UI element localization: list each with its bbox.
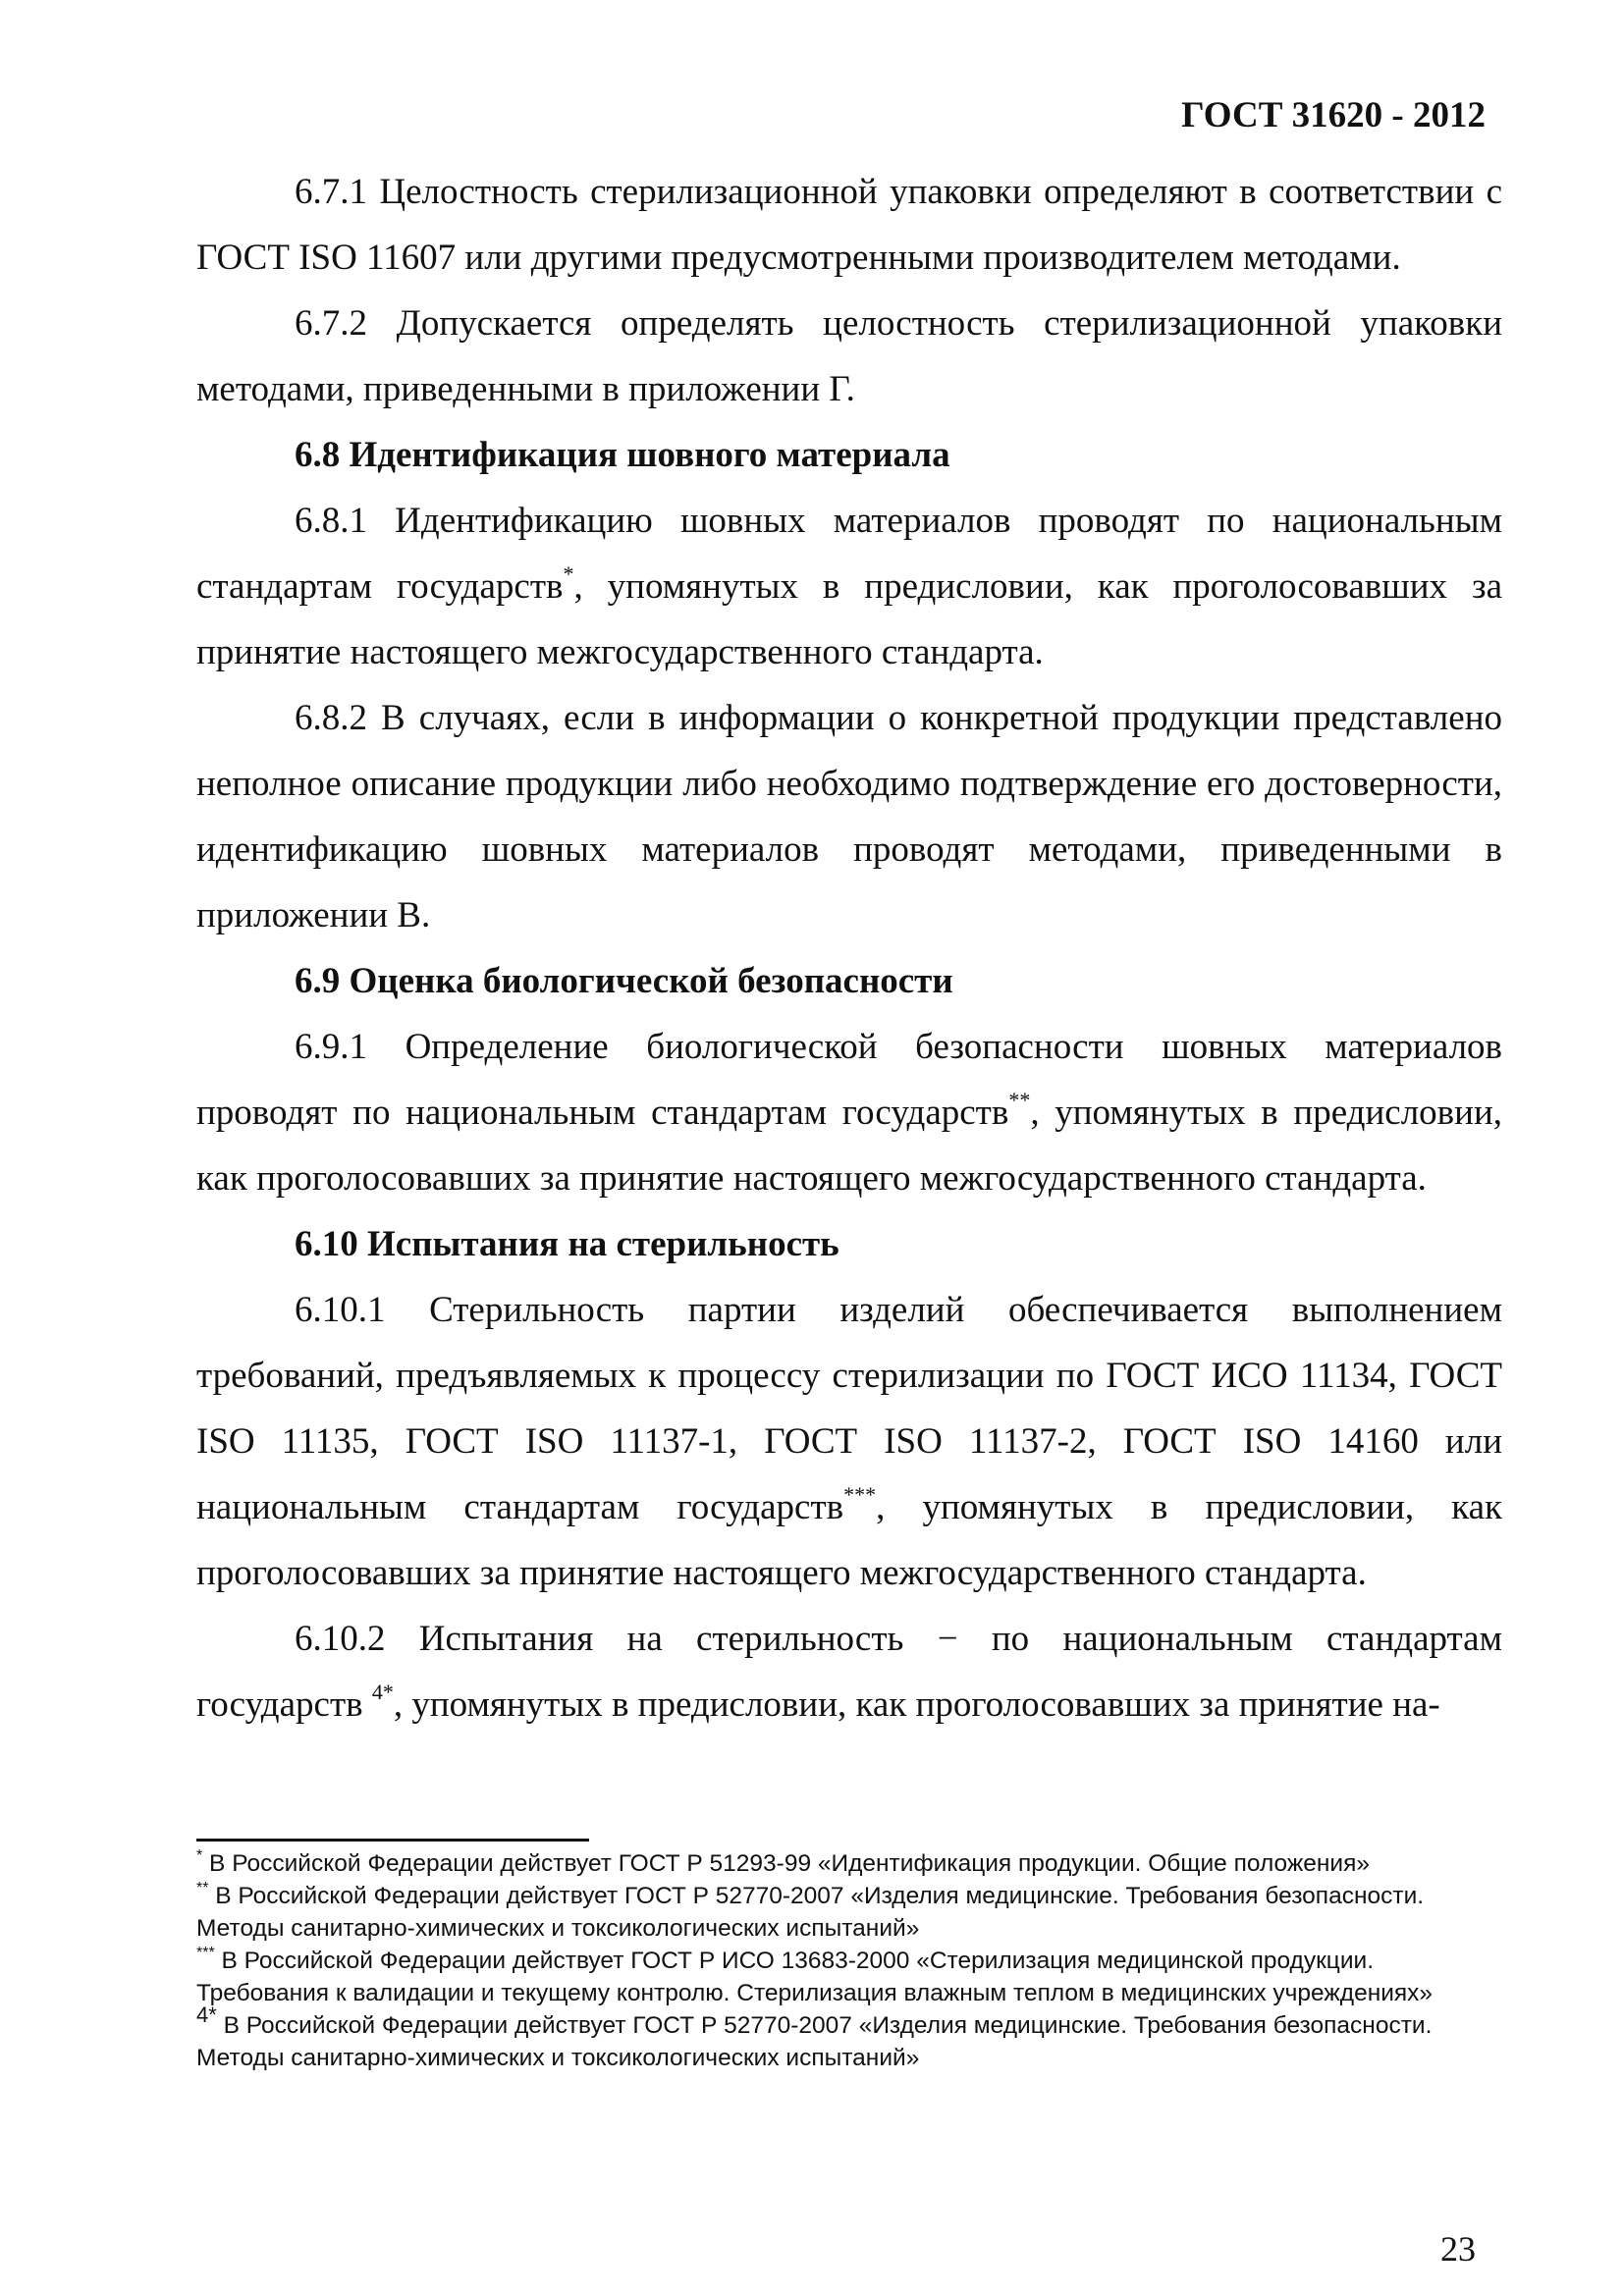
footnote-text: В Российской Федерации действует ГОСТ Р 52770-2007 «Изделия медицинские. Требования безопасности. Методы санитарно-химических и токсикологических испытаний»: [196, 1883, 1425, 1942]
body-text: [196, 159, 1502, 1737]
footnote-text: В Российской Федерации действует ГОСТ Р 51293-99 «Идентификация продукции. Общие положения»: [202, 1850, 1371, 1877]
paragraph-text: , упомянутых в предисловии, как проголосовавших за принятие настоящего межгосударственного стандарта.: [196, 1487, 1503, 1593]
paragraph-6-10-2: [196, 1606, 1502, 1737]
footnote-mark: **: [196, 1879, 209, 1896]
paragraph-6-8-2: 6.8.2 В случаях, если в информации о конкретной продукции представлено неполное описание продукции либо необходимо подтверждение его достоверности, идентификацию шовных материалов проводят методами, приведенными в приложении В.: [196, 698, 1502, 935]
paragraph-6-9-1: [196, 1014, 1502, 1211]
paragraph-text: , упомянутых в предисловии, как проголосовавших за принятие настоящего межгосударственного стандарта.: [196, 1093, 1502, 1199]
paragraph-text: , упомянутых в предисловии, как проголосовавших за принятие настоящего межгосударственного стандарта.: [196, 566, 1502, 672]
paragraph-6-8-1: [196, 488, 1502, 685]
footnote-mark: *: [196, 1846, 203, 1864]
footnote-ref: 4*: [371, 1679, 394, 1704]
paragraph-6-7-1: 6.7.1 Целостность стерилизационной упаковки определяют в соответствии с ГОСТ ISO 11607 или другими предусмотренными производителем методами.: [196, 172, 1502, 278]
paragraph-text: 6.10.1 Стерильность партии изделий обеспечивается выполнением требований, предъявляемых к процессу стерилизации по ГОСТ ИСО 11134, ГОСТ ISO 11135, ГОСТ ISO 11137-1, ГОСТ ISO 11137-2, ГОСТ ISO 14160 или национальным стандартам государств: [196, 1290, 1502, 1527]
footnote-item: [196, 1847, 1502, 1880]
footnote-item: [196, 1880, 1502, 1945]
footnote-mark: 4*: [196, 2002, 217, 2027]
paragraph-text: 6.10.2 Испытания на стерильность − по национальным стандартам государств: [196, 1619, 1502, 1725]
section-heading-6-10: 6.10 Испытания на стерильность: [295, 1224, 839, 1264]
footnote-ref: ***: [843, 1481, 877, 1507]
footnotes: [196, 1847, 1502, 2074]
paragraph-text: 6.9.1 Определение биологической безопасности шовных материалов проводят по национальным стандартам государств: [196, 1027, 1502, 1133]
paragraph-6-10-1: [196, 1277, 1502, 1606]
footnote-ref: *: [563, 561, 574, 586]
paragraph-text: , упомянутых в предисловии, как проголосовавших за принятие на-: [393, 1684, 1440, 1725]
paragraph-6-7-2: 6.7.2 Допускается определять целостность стерилизационной упаковки методами, приведенными в приложении Г.: [196, 303, 1502, 409]
footnote-text: В Российской Федерации действует ГОСТ Р ИСО 13683-2000 «Стерилизация медицинской продукции. Требования к валидации и текущему контролю. Стерилизация влажным теплом в медицинских учреждениях»: [196, 1948, 1434, 2006]
document-header: ГОСТ 31620 - 2012: [1181, 95, 1486, 135]
footnote-text: В Российской Федерации действует ГОСТ Р 52770-2007 «Изделия медицинские. Требования безопасности. Методы санитарно-химических и токсикологических испытаний»: [196, 2012, 1433, 2071]
footnote-separator: [196, 1839, 589, 1842]
footnote-item: [196, 1945, 1502, 2009]
section-heading-6-9: 6.9 Оценка биологической безопасности: [295, 961, 953, 1001]
footnote-item: [196, 2002, 1502, 2074]
paragraph-text: 6.8.1 Идентификацию шовных материалов проводят по национальным стандартам государств: [196, 501, 1502, 607]
footnote-ref: **: [1008, 1087, 1031, 1112]
footnote-mark: ***: [196, 1944, 215, 1961]
section-heading-6-8: 6.8 Идентификация шовного материала: [295, 435, 950, 475]
page-number: 23: [1440, 2229, 1476, 2269]
